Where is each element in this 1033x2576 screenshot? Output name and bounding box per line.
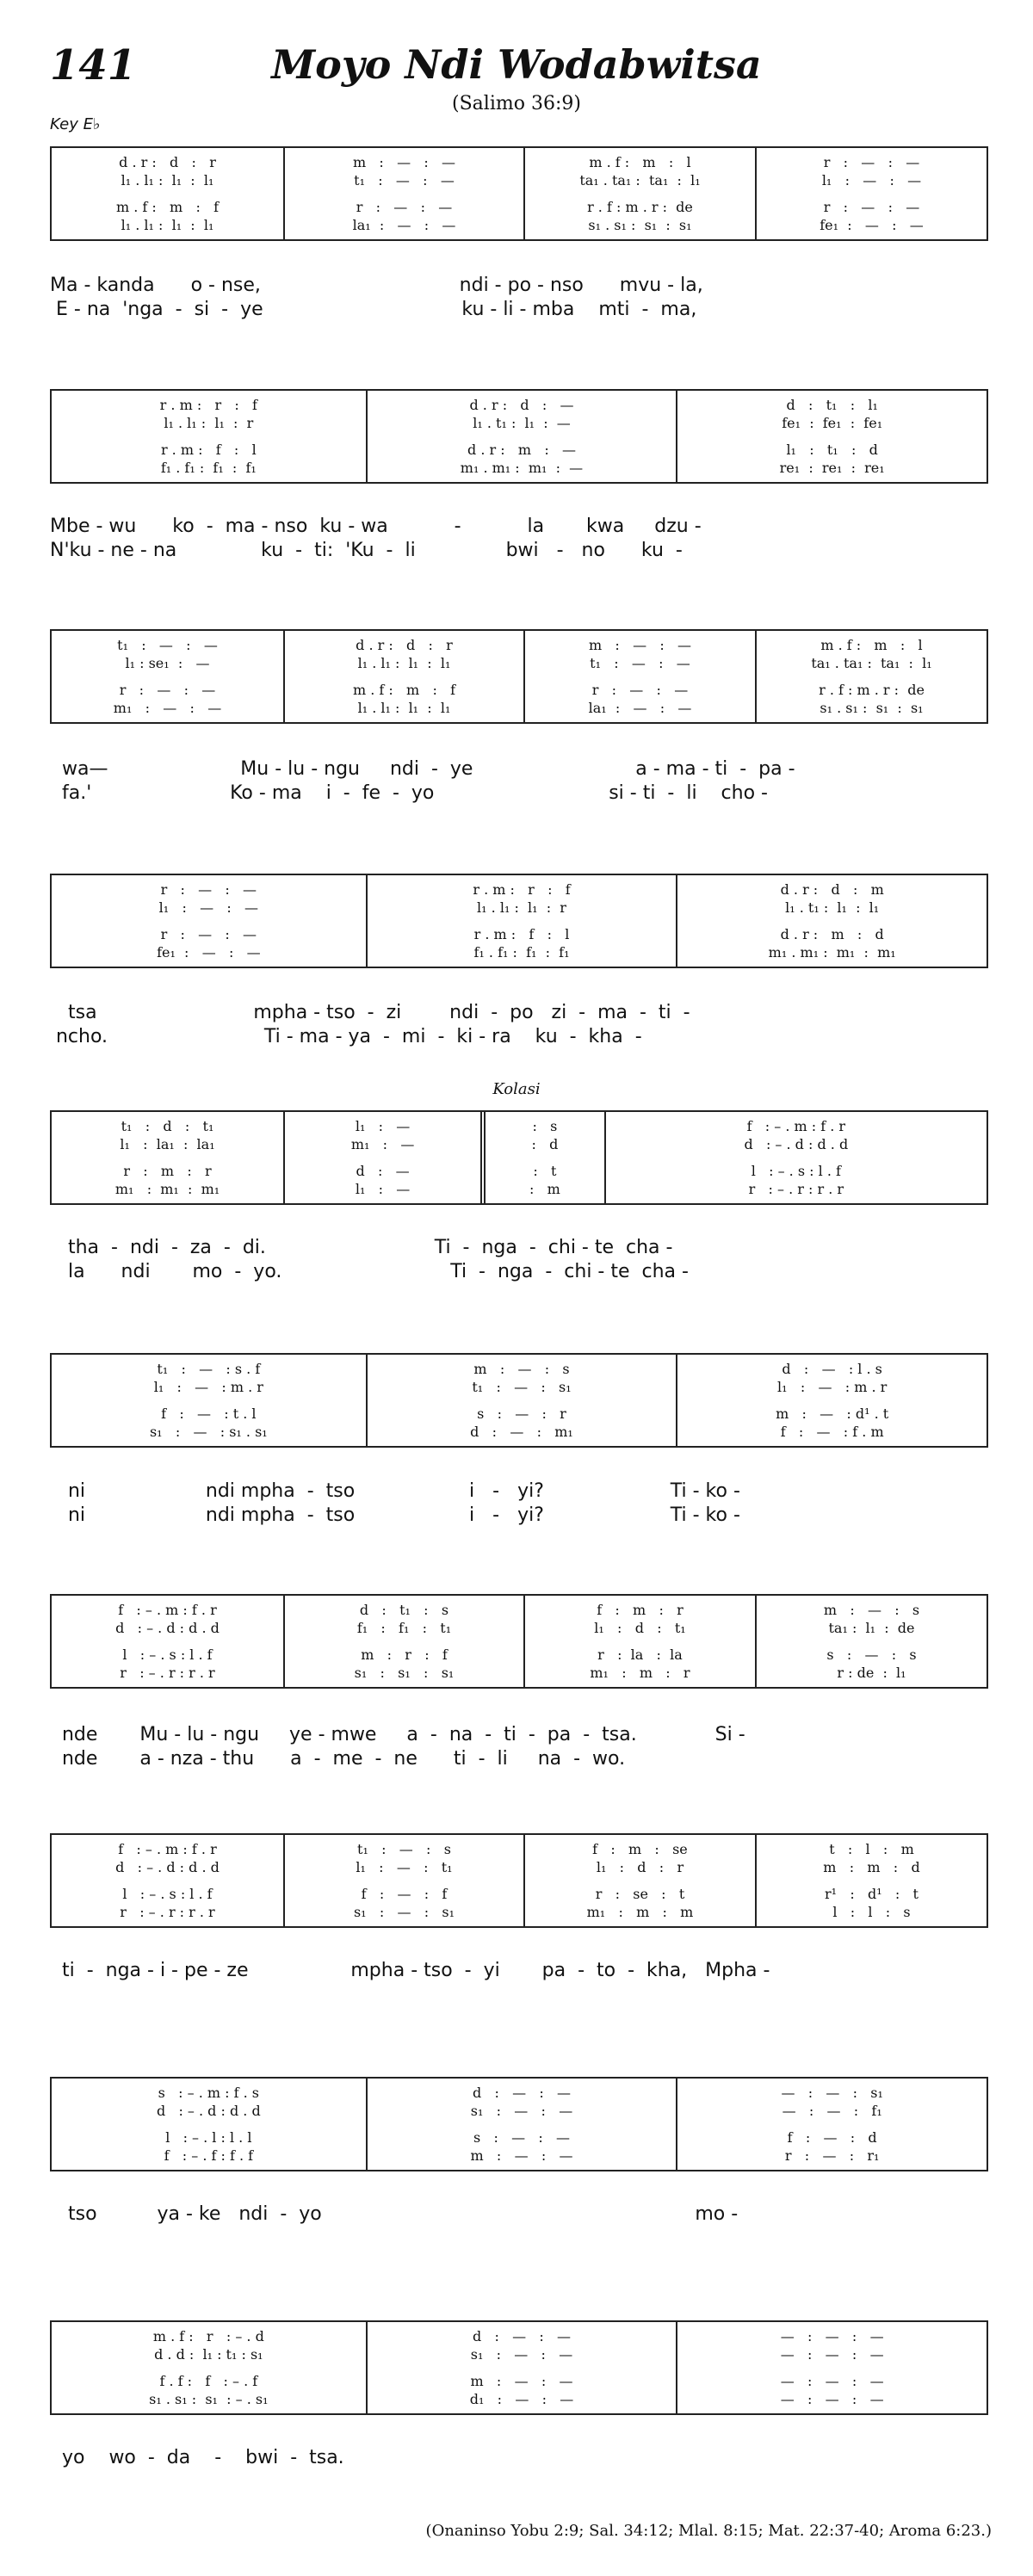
lyric-line: nde a - nza - thu a - me - ne ti - li na - wo. — [50, 1748, 626, 1770]
solfa-line: s₁ . s₁ : s₁ : – . s₁ — [149, 2391, 269, 2407]
measure — [283, 1112, 480, 1203]
music-system — [50, 1353, 988, 1448]
measure — [366, 1355, 677, 1446]
solfa-line: d : — — [356, 1163, 410, 1179]
music-system — [50, 389, 988, 484]
solfa-line: l₁ . l₁ : l₁ : l₁ — [357, 700, 451, 716]
solfa-line: d . r : d : m — [780, 881, 884, 898]
solfa-line: m : — : — — [470, 2373, 573, 2389]
measure — [283, 1835, 523, 1926]
measure — [755, 1835, 987, 1926]
measure — [366, 2079, 677, 2170]
solfa-line: m . f : m : l — [589, 154, 691, 170]
solfa-line: t₁ : d : t₁ — [121, 1118, 214, 1134]
measure — [676, 1355, 987, 1446]
solfa-line: t₁ : — : — — [117, 637, 218, 653]
solfa-line: m . f : r : – . d — [152, 2328, 264, 2344]
lyric-line: Ma - kanda o - nse, ndi - po - nso mvu - la, — [50, 275, 703, 296]
measure — [676, 2079, 987, 2170]
solfa-line: d : – . d : d . d — [115, 1620, 220, 1636]
solfa-line: m . f : m : f — [352, 682, 456, 698]
solfa-line: f : — : t . l — [161, 1405, 257, 1422]
solfa-line: — : — : s₁ — [781, 2085, 883, 2101]
measure — [523, 1835, 755, 1926]
hymn-number: 141 — [50, 41, 137, 90]
solfa-line: fe₁ : — : — — [157, 944, 261, 961]
solfa-line: — : — : — — [780, 2328, 884, 2344]
measure — [52, 1835, 283, 1926]
solfa-line: l₁ : d : t₁ — [594, 1620, 686, 1636]
measure — [604, 1112, 987, 1203]
measure — [52, 2079, 366, 2170]
solfa-line: r : — : — — [160, 926, 257, 942]
solfa-line: d : – . d : d . d — [744, 1136, 849, 1152]
solfa-line: m₁ : m : m — [586, 1904, 694, 1920]
solfa-line: d₁ : — : — — [469, 2391, 574, 2407]
solfa-line: t₁ : — : s₁ — [472, 1379, 572, 1395]
solfa-line: d . r : d : — — [469, 397, 574, 413]
solfa-line: m₁ . m₁ : m₁ : — — [460, 460, 584, 476]
solfa-line: d : t₁ : l₁ — [786, 397, 878, 413]
music-system — [50, 1833, 988, 1928]
solfa-line: m : r : f — [361, 1646, 448, 1663]
solfa-line: l₁ . l₁ : l₁ : l₁ — [121, 217, 214, 233]
music-system — [50, 2320, 988, 2415]
solfa-line: m₁ : m₁ : m₁ — [114, 1181, 220, 1197]
lyric-line: ti - nga - i - pe - ze mpha - tso - yi pa - to - kha, Mpha - — [50, 1960, 770, 1981]
lyric-line: ni ndi mpha - tso i - yi? Ti - ko - — [50, 1504, 740, 1526]
solfa-line: — : — : — — [780, 2346, 884, 2363]
solfa-line: f₁ : f₁ : t₁ — [356, 1620, 452, 1636]
solfa-line: d . r : d : r — [356, 637, 453, 653]
solfa-line: f : – . m : f . r — [118, 1841, 217, 1857]
measure — [366, 2322, 677, 2413]
lyrics — [50, 515, 997, 563]
solfa-line: l : – . l : l . l — [165, 2129, 252, 2146]
solfa-line: s₁ . s₁ : s₁ : s₁ — [588, 217, 692, 233]
lyrics — [50, 1723, 997, 1771]
lyric-line: N'ku - ne - na ku - ti: 'Ku - li bwi - no ku - — [50, 540, 683, 561]
solfa-line: l : – . s : l . f — [122, 1646, 213, 1663]
solfa-line: — : — : f₁ — [782, 2103, 882, 2119]
solfa-line: m₁ : — — [350, 1136, 415, 1152]
measure — [283, 1596, 523, 1687]
solfa-line: m₁ . m₁ : m₁ : m₁ — [768, 944, 896, 961]
solfa-line: l₁ : — — [355, 1118, 411, 1134]
solfa-line: l₁ : — : t₁ — [356, 1859, 453, 1875]
solfa-line: d : — : m₁ — [470, 1424, 573, 1440]
lyric-line: la ndi mo - yo. Ti - nga - chi - te cha - — [50, 1261, 689, 1282]
solfa-line: r : – . r : r . r — [120, 1904, 215, 1920]
footer-references: (Onaninso Yobu 2:9; Sal. 34:12; Mlal. 8:15; Mat. 22:37-40; Aroma 6:23.) — [425, 2522, 992, 2540]
solfa-line: l₁ . l₁ : l₁ : r — [477, 899, 566, 916]
measure — [52, 1355, 366, 1446]
lyrics — [50, 1480, 997, 1528]
chorus-label: Kolasi — [492, 1080, 541, 1098]
solfa-line: r : — : — — [823, 154, 920, 170]
measure — [755, 148, 987, 239]
measure — [480, 1112, 604, 1203]
lyric-line: ni ndi mpha - tso i - yi? Ti - ko - — [50, 1480, 740, 1502]
measure — [523, 1596, 755, 1687]
solfa-line: r : — : — — [160, 881, 257, 898]
solfa-line: r . m : r : f — [473, 881, 571, 898]
solfa-line: d : – . d : d . d — [156, 2103, 261, 2119]
key-signature: Key E♭ — [50, 115, 101, 133]
solfa-line: r : — : — — [591, 682, 689, 698]
solfa-line: l : – . s : l . f — [751, 1163, 841, 1179]
solfa-line: s : — : — — [473, 2129, 570, 2146]
lyric-line: tso ya - ke ndi - yo mo - — [50, 2203, 739, 2225]
solfa-line: m : m : d — [823, 1859, 920, 1875]
solfa-line: s₁ : — : — — [470, 2346, 573, 2363]
solfa-line: f : – . m : f . r — [118, 1602, 217, 1618]
solfa-line: d . r : d : r — [119, 154, 216, 170]
solfa-line: m . f : m : l — [820, 637, 923, 653]
solfa-line: t : l : m — [829, 1841, 914, 1857]
solfa-line: d . d : l₁ : t₁ : s₁ — [154, 2346, 263, 2363]
solfa-line: t₁ : — : — — [354, 172, 455, 188]
lyrics — [50, 757, 997, 806]
solfa-line: : d — [531, 1136, 559, 1152]
solfa-line: l₁ : t₁ : d — [786, 442, 878, 458]
solfa-line: : m — [529, 1181, 560, 1197]
solfa-line: m : — : s — [823, 1602, 920, 1618]
solfa-line: l₁ . t₁ : l₁ : l₁ — [785, 899, 880, 916]
lyrics — [50, 2446, 997, 2470]
lyric-line: fa.' Ko - ma i - fe - yo si - ti - li cho - — [50, 782, 768, 804]
measure — [52, 875, 366, 967]
solfa-line: m : — : — — [470, 2147, 573, 2164]
solfa-line: r . m : f : l — [473, 926, 570, 942]
measure — [52, 1112, 283, 1203]
lyric-line: ncho. Ti - ma - ya - mi - ki - ra ku - kha - — [50, 1026, 642, 1047]
lyrics — [50, 1959, 997, 1983]
solfa-line: t₁ : — : s — [357, 1841, 451, 1857]
hymn-subtitle: (Salimo 36:9) — [452, 93, 581, 114]
solfa-line: s₁ : — : s₁ — [353, 1904, 455, 1920]
solfa-line: l : – . s : l . f — [122, 1886, 213, 1902]
solfa-line: — : — : — — [780, 2373, 884, 2389]
solfa-line: l₁ . t₁ : l₁ : — — [473, 415, 571, 431]
solfa-line: r . f : m . r : de — [819, 682, 925, 698]
lyric-line: nde Mu - lu - ngu ye - mwe a - na - ti - pa - tsa. Si - — [50, 1724, 745, 1745]
solfa-line: d : t₁ : s — [359, 1602, 449, 1618]
solfa-line: d : — : — — [472, 2085, 572, 2101]
solfa-line: fe₁ : — : — — [820, 217, 924, 233]
solfa-line: f : – . m : f . r — [746, 1118, 846, 1134]
solfa-line: ta₁ : l₁ : de — [828, 1620, 915, 1636]
solfa-line: l₁ . l₁ : l₁ : l₁ — [357, 655, 451, 671]
solfa-line: : s — [532, 1118, 558, 1134]
solfa-line: s₁ . s₁ : s₁ : s₁ — [820, 700, 924, 716]
solfa-line: s : — : s — [826, 1646, 917, 1663]
measure — [52, 148, 283, 239]
solfa-line: m₁ : — : — — [113, 700, 222, 716]
solfa-line: r : de : l₁ — [837, 1665, 906, 1681]
lyrics — [50, 1001, 997, 1049]
measure — [52, 1596, 283, 1687]
solfa-line: f : m : r — [597, 1602, 684, 1618]
solfa-line: l₁ : — : m . r — [153, 1379, 263, 1395]
solfa-line: la₁ : — : — — [588, 700, 692, 716]
solfa-line: l₁ : se₁ : — — [125, 655, 210, 671]
solfa-line: r : – . r : r . r — [120, 1665, 215, 1681]
measure — [523, 148, 755, 239]
measure — [755, 631, 987, 722]
solfa-line: m : — : — — [588, 637, 691, 653]
solfa-line: l₁ : — : m . r — [777, 1379, 888, 1395]
solfa-line: f : — : f . m — [780, 1424, 884, 1440]
solfa-line: r : se : t — [595, 1886, 685, 1902]
solfa-line: r : — : r₁ — [784, 2147, 880, 2164]
measure — [52, 631, 283, 722]
solfa-line: d : — : l . s — [782, 1361, 882, 1377]
solfa-line: r . f : m . r : de — [587, 199, 693, 215]
solfa-line: m : — : d¹ . t — [776, 1405, 889, 1422]
solfa-line: l₁ . l₁ : l₁ : r — [164, 415, 254, 431]
solfa-line: r : – . r : r . r — [748, 1181, 844, 1197]
measure — [676, 391, 987, 482]
measure — [366, 875, 677, 967]
solfa-line: fe₁ : fe₁ : fe₁ — [782, 415, 883, 431]
solfa-line: f : m : se — [592, 1841, 688, 1857]
lyric-line: tsa mpha - tso - zi ndi - po zi - ma - ti - — [50, 1002, 690, 1023]
solfa-line: s₁ : — : s₁ . s₁ — [149, 1424, 268, 1440]
solfa-line: d : — : — — [472, 2328, 572, 2344]
solfa-line: f : — : f — [361, 1886, 448, 1902]
solfa-line: r : — : — — [823, 199, 920, 215]
music-system — [50, 2077, 988, 2171]
solfa-line: la₁ : — : — — [352, 217, 456, 233]
solfa-line: l₁ : d : r — [596, 1859, 684, 1875]
solfa-line: d . r : m : d — [780, 926, 884, 942]
measure — [676, 875, 987, 967]
hymn-title: Moyo Ndi Wodabwitsa — [271, 41, 762, 88]
solfa-line: m₁ : m : r — [590, 1665, 690, 1681]
solfa-line: l₁ : — : — — [158, 899, 258, 916]
solfa-line: ta₁ . ta₁ : ta₁ : l₁ — [579, 172, 701, 188]
lyric-line: tha - ndi - za - di. Ti - nga - chi - te cha - — [50, 1237, 673, 1258]
music-system — [50, 146, 988, 241]
solfa-line: t₁ : — : s . f — [157, 1361, 261, 1377]
measure — [676, 2322, 987, 2413]
solfa-line: l₁ . l₁ : l₁ : l₁ — [121, 172, 214, 188]
music-system — [50, 629, 988, 724]
measure — [366, 391, 677, 482]
solfa-line: ta₁ . ta₁ : ta₁ : l₁ — [811, 655, 932, 671]
solfa-line: l₁ : la₁ : la₁ — [120, 1136, 215, 1152]
solfa-line: : t — [533, 1163, 557, 1179]
solfa-line: r¹ : d¹ : t — [825, 1886, 919, 1902]
solfa-line: — : — : — — [780, 2391, 884, 2407]
solfa-line: f₁ . f₁ : f₁ : f₁ — [160, 460, 257, 476]
lyric-line: wa— Mu - lu - ngu ndi - ye a - ma - ti - pa - — [50, 758, 795, 780]
solfa-line: l : l : s — [832, 1904, 911, 1920]
solfa-line: f : — : d — [787, 2129, 877, 2146]
lyric-line: yo wo - da - bwi - tsa. — [50, 2447, 344, 2468]
solfa-line: s₁ : s₁ : s₁ — [354, 1665, 455, 1681]
music-system — [50, 1110, 988, 1205]
solfa-line: d . r : m : — — [467, 442, 576, 458]
solfa-line: t₁ : — : — — [590, 655, 690, 671]
measure — [52, 391, 366, 482]
lyric-line: E - na 'nga - si - ye ku - li - mba mti - ma, — [50, 299, 697, 320]
measure — [283, 631, 523, 722]
measure — [52, 2322, 366, 2413]
solfa-line: m . f : m : f — [115, 199, 220, 215]
solfa-line: r . m : f : l — [160, 442, 257, 458]
measure — [283, 148, 523, 239]
solfa-line: m : — : — — [352, 154, 455, 170]
music-system — [50, 874, 988, 968]
lyrics — [50, 2202, 997, 2227]
solfa-line: l₁ : — — [355, 1181, 411, 1197]
solfa-line: s : — : r — [477, 1405, 566, 1422]
solfa-line: f₁ . f₁ : f₁ : f₁ — [473, 944, 570, 961]
solfa-line: d : – . d : d . d — [115, 1859, 220, 1875]
solfa-line: s : – . m : f . s — [158, 2085, 259, 2101]
solfa-line: re₁ : re₁ : re₁ — [779, 460, 885, 476]
lyrics — [50, 274, 997, 322]
solfa-line: s₁ : — : — — [470, 2103, 573, 2119]
solfa-line: r . m : r : f — [159, 397, 257, 413]
solfa-line: r : la : la — [597, 1646, 683, 1663]
measure — [523, 631, 755, 722]
lyrics — [50, 1236, 997, 1284]
lyric-line: Mbe - wu ko - ma - nso ku - wa - la kwa dzu - — [50, 516, 702, 537]
solfa-line: l₁ : — : — — [821, 172, 922, 188]
music-system — [50, 1594, 988, 1689]
solfa-line: f . f : f : – . f — [159, 2373, 258, 2389]
solfa-line: r : m : r — [123, 1163, 212, 1179]
solfa-line: r : — : — — [119, 682, 216, 698]
solfa-line: r : — : — — [356, 199, 453, 215]
measure — [755, 1596, 987, 1687]
solfa-line: f : – . f : f . f — [164, 2147, 254, 2164]
solfa-line: m : — : s — [473, 1361, 570, 1377]
